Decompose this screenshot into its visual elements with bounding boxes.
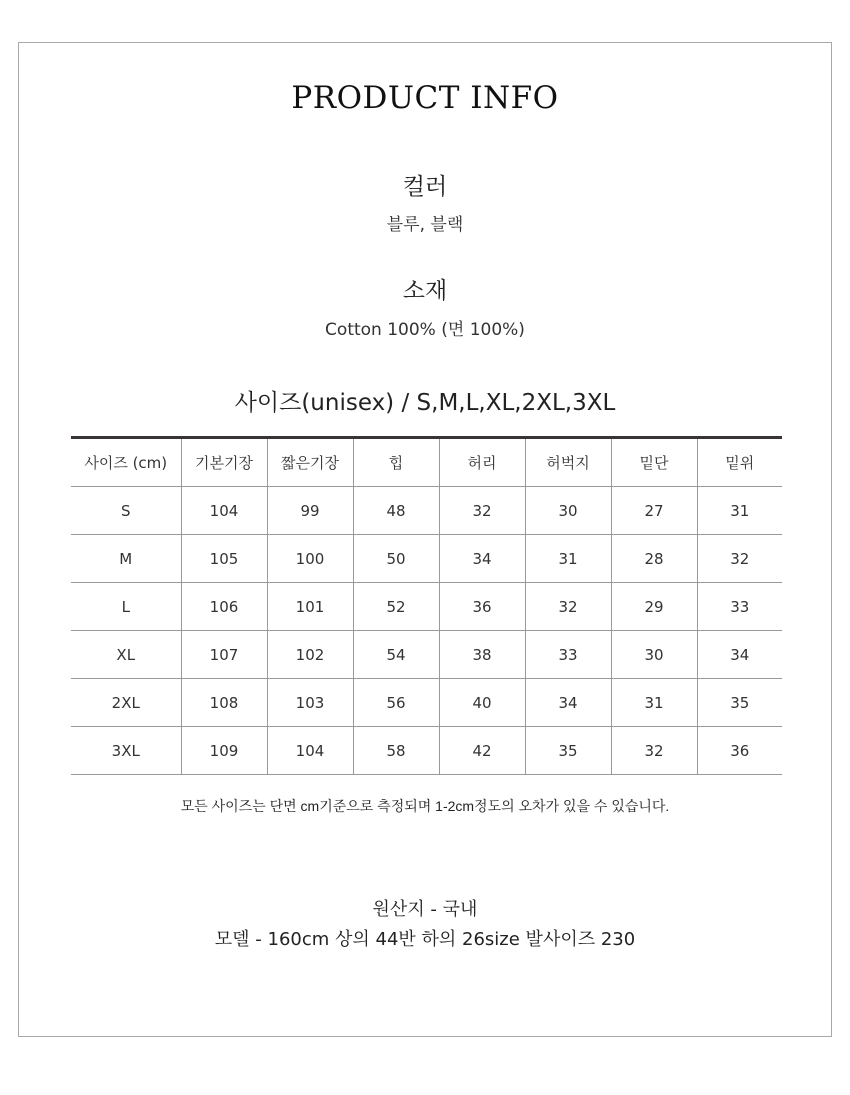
material-heading: 소재: [402, 278, 448, 304]
table-row: [71, 487, 782, 535]
model-info-text: 모델 - 160cm 상의 44반 하의 26size 발사이즈 230: [214, 929, 636, 950]
table-cell: 56: [353, 679, 439, 727]
table-cell: 34: [439, 535, 525, 583]
table-cell: 102: [267, 631, 353, 679]
table-cell: 101: [267, 583, 353, 631]
table-cell: 54: [353, 631, 439, 679]
table-cell: 42: [439, 727, 525, 775]
table-cell: 32: [611, 727, 697, 775]
table-cell: 31: [525, 535, 611, 583]
table-cell: 32: [439, 487, 525, 535]
table-cell: 31: [611, 679, 697, 727]
table-cell: 52: [353, 583, 439, 631]
column-header: 밑위: [697, 438, 782, 487]
table-cell: 30: [611, 631, 697, 679]
table-cell: 31: [697, 487, 782, 535]
table-header-row: [71, 438, 782, 487]
column-header: 힙: [353, 438, 439, 487]
table-cell: 27: [611, 487, 697, 535]
table-cell: 29: [611, 583, 697, 631]
size-table: [71, 436, 782, 775]
table-cell: 106: [181, 583, 267, 631]
column-header: 사이즈 (cm): [71, 438, 181, 487]
table-cell: 103: [267, 679, 353, 727]
table-cell: 35: [525, 727, 611, 775]
table-cell: 30: [525, 487, 611, 535]
table-row: [71, 679, 782, 727]
table-row: [71, 727, 782, 775]
table-cell: 28: [611, 535, 697, 583]
color-value: 블루, 블랙: [386, 215, 464, 235]
size-heading: 사이즈(unisex) / S,M,L,XL,2XL,3XL: [234, 390, 616, 416]
table-cell: 108: [181, 679, 267, 727]
table-cell: 33: [525, 631, 611, 679]
table-cell: XL: [71, 631, 181, 679]
table-cell: L: [71, 583, 181, 631]
table-cell: 34: [697, 631, 782, 679]
table-cell: 109: [181, 727, 267, 775]
table-cell: 35: [697, 679, 782, 727]
table-row: [71, 583, 782, 631]
measurement-note: 모든 사이즈는 단면 cm기준으로 측정되며 1-2cm정도의 오차가 있을 수 있습니다.: [180, 798, 670, 814]
table-cell: 99: [267, 487, 353, 535]
table-cell: S: [71, 487, 181, 535]
table-cell: 32: [525, 583, 611, 631]
column-header: 짧은기장: [267, 438, 353, 487]
table-cell: 50: [353, 535, 439, 583]
table-cell: 107: [181, 631, 267, 679]
table-cell: 3XL: [71, 727, 181, 775]
table-row: [71, 631, 782, 679]
table-cell: 2XL: [71, 679, 181, 727]
column-header: 허벅지: [525, 438, 611, 487]
column-header: 허리: [439, 438, 525, 487]
material-value: Cotton 100% (면 100%): [325, 320, 525, 340]
table-cell: 104: [181, 487, 267, 535]
color-heading: 컬러: [402, 174, 448, 200]
table-cell: 58: [353, 727, 439, 775]
table-row: [71, 535, 782, 583]
table-cell: 105: [181, 535, 267, 583]
table-cell: 33: [697, 583, 782, 631]
table-cell: 32: [697, 535, 782, 583]
origin-text: 원산지 - 국내: [372, 899, 478, 920]
table-cell: 48: [353, 487, 439, 535]
table-cell: M: [71, 535, 181, 583]
table-cell: 34: [525, 679, 611, 727]
column-header: 기본기장: [181, 438, 267, 487]
table-cell: 40: [439, 679, 525, 727]
table-cell: 104: [267, 727, 353, 775]
table-cell: 100: [267, 535, 353, 583]
page-title: PRODUCT INFO: [291, 80, 559, 116]
table-cell: 38: [439, 631, 525, 679]
column-header: 밑단: [611, 438, 697, 487]
table-cell: 36: [697, 727, 782, 775]
table-cell: 36: [439, 583, 525, 631]
